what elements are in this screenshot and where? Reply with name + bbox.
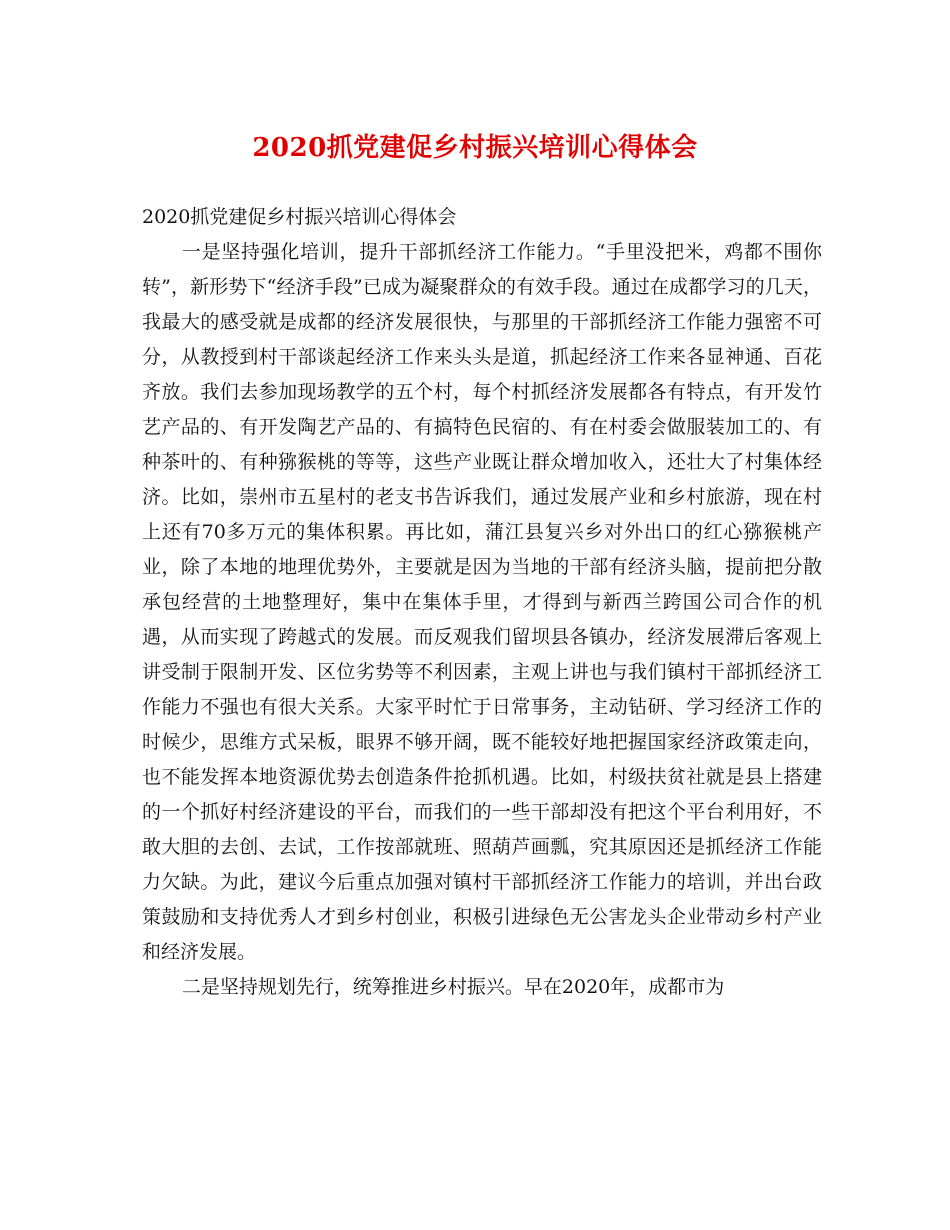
document-subtitle: 2020抓党建促乡村振兴培训心得体会 [142, 206, 457, 228]
document-body [142, 200, 822, 1005]
document-title: 2020抓党建促乡村振兴培训心得体会 [252, 133, 698, 163]
paragraph-2: 二是坚持规划先行，统筹推进乡村振兴。早在2020年，成都市为 [181, 976, 725, 998]
paragraph-1: 一是坚持强化培训，提升干部抓经济工作能力。“手里没把米，鸡都不围你转”，新形势下“经济手段”已成为凝聚群众的有效手段。通过在成都学习的几天，我最大的感受就是成都的经济发展很快，与那里的干部抓经济工作能力强密不可分，从教授到村干部谈起经济工作来头头是道，抓起经济工作来各显神通、百花齐放。我们去参加现场教学的五个村，每个村抓经济发展都各有特点，有开发竹艺产品的、有开发陶艺产品的、有搞特色民宿的、有在村委会做服装加工的、有种茶叶的、有种猕猴桃的等等，这些产业既让群众增加收入，还壮大了村集体经济。比如，崇州市五星村的老支书告诉我们，通过发展产业和乡村旅游，现在村上还有70多万元的集体积累。再比如，蒲江县复兴乡对外出口的红心猕猴桃产业，除了本地的地理优势外，主要就是因为当地的干部有经济头脑，提前把分散承包经营的土地整理好，集中在集体手里，才得到与新西兰跨国公司合作的机遇，从而实现了跨越式的发展。而反观我们留坝县各镇办，经济发展滞后客观上讲受制于限制开发、区位劣势等不利因素，主观上讲也与我们镇村干部抓经济工作能力不强也有很大关系。大家平时忙于日常事务，主动钻研、学习经济工作的时候少，思维方式呆板，眼界不够开阔，既不能较好地把握国家经济政策走向，也不能发挥本地资源优势去创造条件抢抓机遇。比如，村级扶贫社就是县上搭建的一个抓好村经济建设的平台，而我们的一些干部却没有把这个平台利用好，不敢大胆的去创、去试，工作按部就班、照葫芦画瓢，究其原因还是抓经济工作能力欠缺。为此，建议今后重点加强对镇村干部抓经济工作能力的培训，并出台政策鼓励和支持优秀人才到乡村创业，积极引进绿色无公害龙头企业带动乡村产业和经济发展。 [142, 241, 822, 963]
